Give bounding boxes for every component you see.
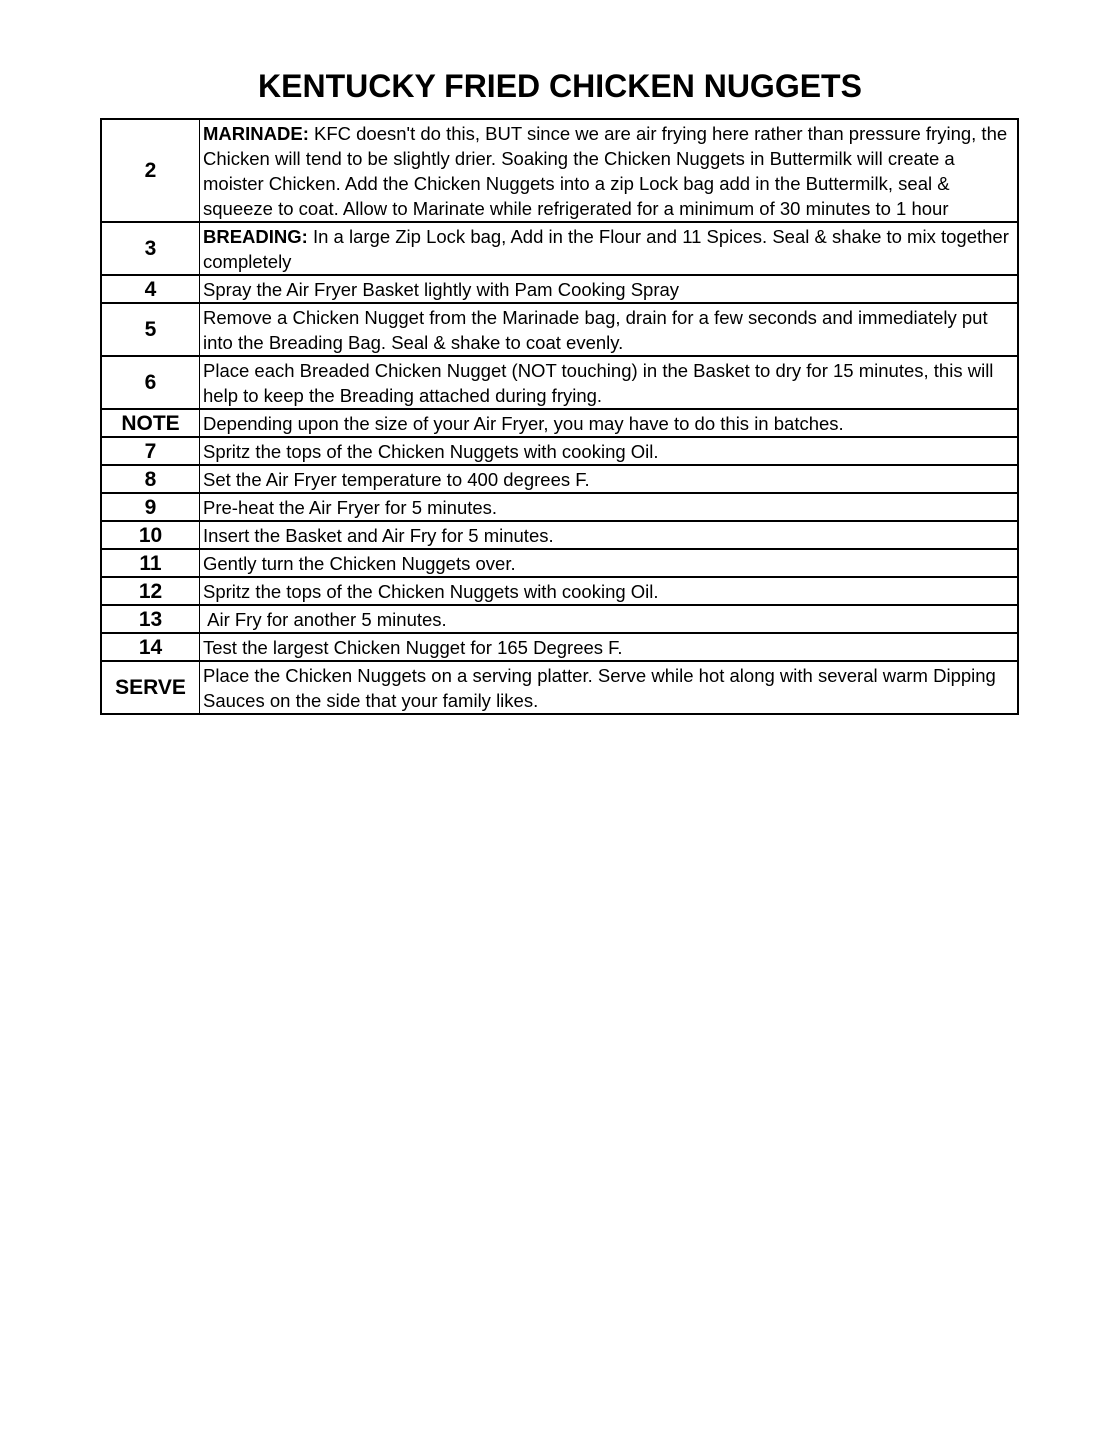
step-text: Place each Breaded Chicken Nugget (NOT touching) in the Basket to dry for 15 minutes, this will help to keep the Breading attached during frying. [203, 360, 994, 406]
step-text: In a large Zip Lock bag, Add in the Flour and 11 Spices. Seal & shake to mix together completely [203, 226, 1009, 272]
step-number: 13 [101, 605, 200, 633]
step-description [200, 661, 1019, 714]
step-number: 3 [101, 222, 200, 275]
step-text: Gently turn the Chicken Nuggets over. [203, 553, 516, 574]
step-number: 7 [101, 437, 200, 465]
step-number: NOTE [101, 409, 200, 437]
page-title: KENTUCKY FRIED CHICKEN NUGGETS [258, 68, 862, 104]
step-description [200, 356, 1019, 409]
step-text: Insert the Basket and Air Fry for 5 minutes. [203, 525, 554, 546]
table-row [101, 493, 1018, 521]
table-row [101, 633, 1018, 661]
step-description [200, 437, 1019, 465]
table-row [101, 465, 1018, 493]
step-text: KFC doesn't do this, BUT since we are air frying here rather than pressure frying, the Chicken will tend to be slightly drier. Soaking the Chicken Nuggets in Buttermilk will create a moister Chicken. Add the Chicken Nuggets into a zip Lock bag add in the Buttermilk, seal & squeeze to coat. Allow to Marinate while refrigerated for a minimum of 30 minutes to 1 hour [203, 123, 1008, 219]
step-number: 8 [101, 465, 200, 493]
step-description [200, 275, 1019, 303]
step-label: BREADING: [203, 226, 308, 247]
step-description [200, 409, 1019, 437]
step-description [200, 577, 1019, 605]
step-description [200, 605, 1019, 633]
step-description [200, 521, 1019, 549]
step-text: Pre-heat the Air Fryer for 5 minutes. [203, 497, 498, 518]
step-number: 4 [101, 275, 200, 303]
recipe-steps-body [101, 119, 1018, 714]
step-text: Remove a Chicken Nugget from the Marinade bag, drain for a few seconds and immediately put into the Breading Bag. Seal & shake to coat evenly. [203, 307, 988, 353]
step-text: Spray the Air Fryer Basket lightly with Pam Cooking Spray [203, 279, 680, 300]
step-description [200, 222, 1019, 275]
step-number: 2 [101, 119, 200, 222]
step-number: 5 [101, 303, 200, 356]
table-row [101, 356, 1018, 409]
step-text: Spritz the tops of the Chicken Nuggets with cooking Oil. [203, 441, 659, 462]
table-row [101, 222, 1018, 275]
step-number: 9 [101, 493, 200, 521]
step-description [200, 119, 1019, 222]
step-number: 12 [101, 577, 200, 605]
table-row [101, 521, 1018, 549]
step-text: Depending upon the size of your Air Fryer, you may have to do this in batches. [203, 413, 844, 434]
step-text: Spritz the tops of the Chicken Nuggets with cooking Oil. [203, 581, 659, 602]
step-number: 11 [101, 549, 200, 577]
step-number: 6 [101, 356, 200, 409]
table-row [101, 437, 1018, 465]
step-label: MARINADE: [203, 123, 309, 144]
step-description [200, 303, 1019, 356]
step-description [200, 549, 1019, 577]
step-number: 10 [101, 521, 200, 549]
table-row [101, 661, 1018, 714]
step-description [200, 493, 1019, 521]
step-description [200, 465, 1019, 493]
table-row [101, 275, 1018, 303]
step-text: Set the Air Fryer temperature to 400 degrees F. [203, 469, 590, 490]
table-row [101, 549, 1018, 577]
table-row [101, 577, 1018, 605]
step-number: SERVE [101, 661, 200, 714]
step-number: 14 [101, 633, 200, 661]
table-row [101, 119, 1018, 222]
step-text: Air Fry for another 5 minutes. [203, 609, 447, 630]
step-text: Test the largest Chicken Nugget for 165 Degrees F. [203, 637, 623, 658]
recipe-steps-table [100, 118, 1019, 715]
step-description [200, 633, 1019, 661]
table-row [101, 303, 1018, 356]
table-row [101, 605, 1018, 633]
step-text: Place the Chicken Nuggets on a serving platter. Serve while hot along with several warm Dipping Sauces on the side that your family likes. [203, 665, 996, 711]
table-row [101, 409, 1018, 437]
